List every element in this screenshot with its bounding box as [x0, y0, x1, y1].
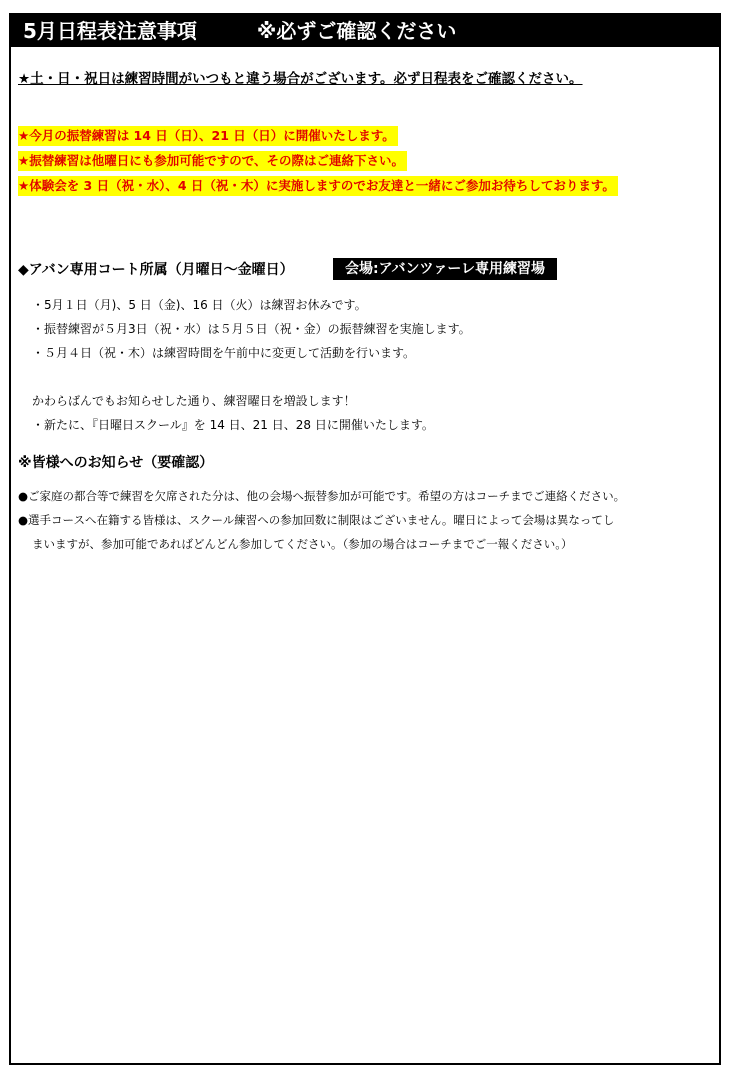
court-bullet: ・振替練習が５月3日（祝・水）は５月５日（祝・金）の振替練習を実施します。	[32, 322, 471, 336]
highlight-makeup-other-days: ★振替練習は他曜日にも参加可能ですので、その際はご連絡下さい。	[18, 151, 407, 171]
weekend-notice: ★土・日・祝日は練習時間がいつもと違う場合がございます。必ず日程表をご確認ください。	[18, 71, 583, 87]
court-section-heading: ◆アバン専用コート所属（月曜日～金曜日）	[18, 262, 294, 278]
court-bullet: ・5月１日（月)、5 日（金)、16 日（火）は練習お休みです。	[32, 298, 367, 312]
sunday-school-bullet: ・新たに、『日曜日スクール』を 14 日、21 日、28 日に開催いたします。	[32, 418, 434, 432]
notice-item: ●選手コースへ在籍する皆様は、スクール練習への参加回数に制限はございません。曜日によって会場は異なってし	[18, 513, 615, 527]
notice-item-continued: まいますが、参加可能であればどんどん参加してください。（参加の場合はコーチまでご一報ください。）	[32, 537, 573, 551]
highlight-trial-event: ★体験会を 3 日（祝・水）、4 日（祝・木）に実施しますのでお友達と一緒にご参加お待ちしております。	[18, 176, 618, 196]
highlight-makeup-dates: ★今月の振替練習は 14 日（日）、21 日（日）に開催いたします。	[18, 126, 398, 146]
schedule-announcement: かわらばんでもお知らせした通り、練習曜日を増設します！	[32, 394, 356, 408]
court-bullet: ・５月４日（祝・木）は練習時間を午前中に変更して活動を行います。	[32, 346, 416, 360]
page-title: 5月日程表注意事項 ※必ずご確認ください	[11, 15, 719, 47]
venue-badge: 会場:アバンツァーレ専用練習場	[333, 258, 557, 280]
notice-section-heading: ※皆様へのお知らせ（要確認）	[18, 455, 214, 471]
notice-item: ●ご家庭の都合等で練習を欠席された分は、他の会場へ振替参加が可能です。希望の方はコーチまでご連絡ください。	[18, 489, 626, 503]
